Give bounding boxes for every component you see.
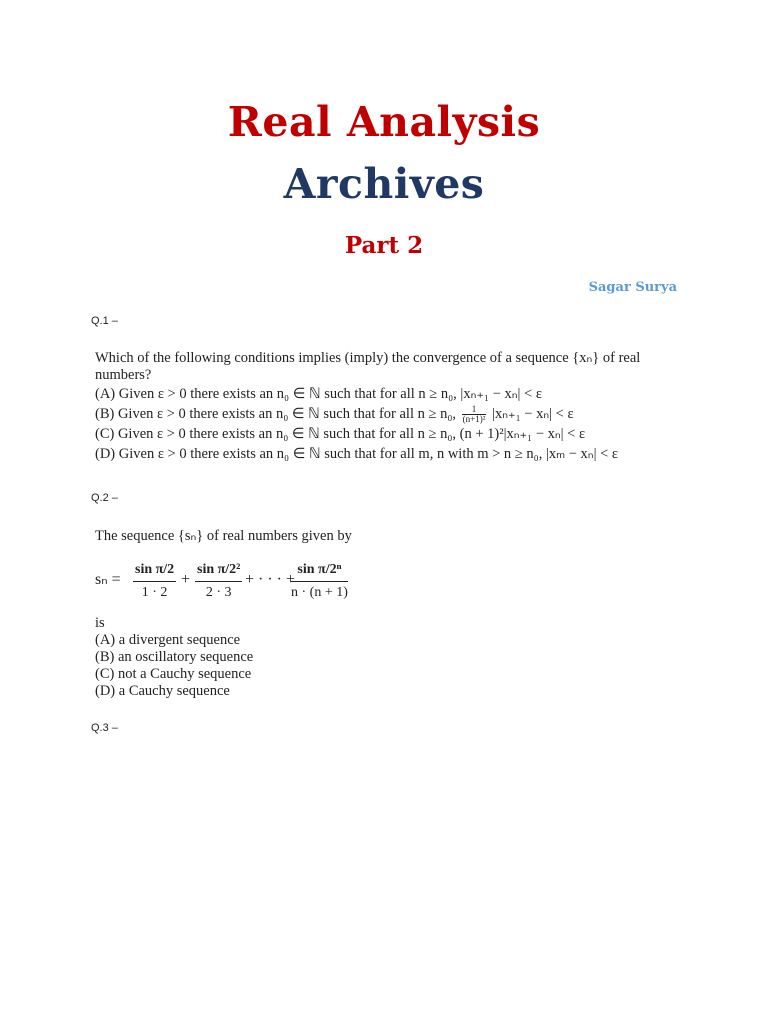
formula-term-1	[133, 561, 176, 602]
formula-ellipsis: + · · · +	[245, 571, 296, 588]
fraction-numerator: 1	[462, 405, 487, 415]
question-2-label: Q.2 –	[91, 492, 118, 504]
term-3-denominator: n · (n + 1)	[291, 585, 348, 600]
question-1-option-d: (D) Given ε > 0 there exists an n₀ ∈ ℕ such that for all m, n with m > n ≥ n₀, |xₘ − xₙ| < ε	[95, 446, 619, 462]
question-1-option-b	[95, 404, 695, 424]
question-3-label: Q.3 –	[91, 722, 118, 734]
question-2-formula	[95, 559, 595, 611]
title-line-1: Real Analysis	[227, 98, 541, 146]
question-1-option-b-fraction	[462, 405, 487, 424]
author-name: Sagar Surya	[588, 280, 677, 295]
term-2-denominator: 2 · 3	[205, 585, 232, 600]
question-2	[95, 528, 595, 700]
formula-term-2	[195, 561, 242, 602]
formula-plus: +	[181, 571, 191, 588]
question-2-option-d: (D) a Cauchy sequence	[95, 683, 230, 699]
formula-term-3	[291, 561, 348, 602]
question-2-option-b: (B) an oscillatory sequence	[95, 649, 254, 665]
question-1-stem: Which of the following conditions implies (imply) the convergence of a sequence {xₙ} of real numbers?	[95, 350, 641, 383]
term-2-numerator: sin π/2²	[195, 561, 242, 582]
question-2-option-c: (C) not a Cauchy sequence	[95, 666, 252, 682]
question-2-stem: The sequence {sₙ} of real numbers given by	[95, 528, 352, 544]
part-heading: Part 2	[344, 232, 424, 259]
question-2-is: is	[95, 615, 105, 631]
question-2-option-a: (A) a divergent sequence	[95, 632, 241, 648]
question-1	[95, 350, 695, 464]
question-1-option-b-text: (B) Given ε > 0 there exists an n₀ ∈ ℕ such that for all n ≥ n₀,	[95, 406, 457, 422]
question-1-option-a: (A) Given ε > 0 there exists an n₀ ∈ ℕ such that for all n ≥ n₀, |xₙ₊₁ − xₙ| < ε	[95, 386, 542, 402]
question-1-label: Q.1 –	[91, 315, 118, 327]
title-line-2: Archives	[283, 160, 485, 208]
term-3-numerator: sin π/2ⁿ	[291, 561, 348, 582]
question-1-option-c: (C) Given ε > 0 there exists an n₀ ∈ ℕ such that for all n ≥ n₀, (n + 1)²|xₙ₊₁ − xₙ| < ε	[95, 426, 586, 442]
fraction-denominator: (n+1)²	[462, 414, 486, 425]
question-1-option-b-tail: |xₙ₊₁ − xₙ| < ε	[492, 406, 574, 422]
term-1-denominator: 1 · 2	[141, 585, 168, 600]
term-1-numerator: sin π/2	[133, 561, 176, 582]
formula-lhs: sₙ =	[95, 571, 121, 588]
